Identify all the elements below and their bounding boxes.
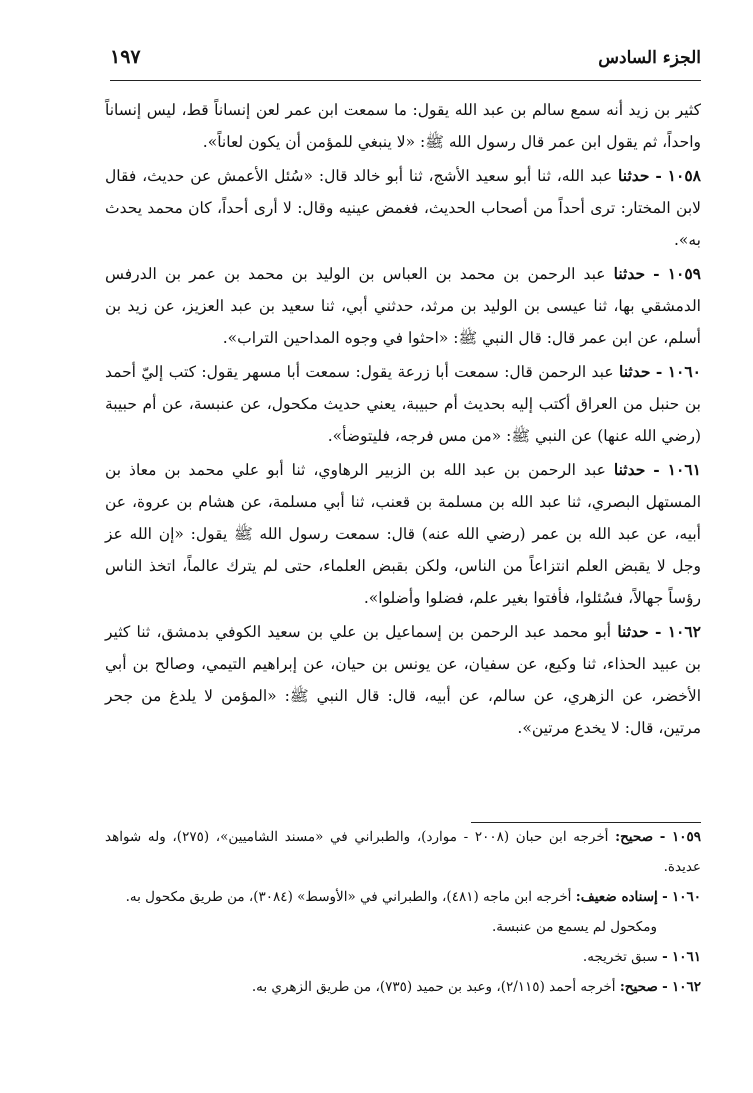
footnote-number: ١٠٦٠ <box>671 889 701 905</box>
footnote <box>105 972 701 1002</box>
footnote-number: ١٠٥٩ <box>672 829 702 845</box>
hadith-lead: حدثنا <box>613 264 646 283</box>
footnote-dash: - <box>662 979 668 995</box>
footnotes <box>105 822 701 1002</box>
hadith-dash: - <box>655 622 662 641</box>
hadith-lead: حدثنا <box>617 622 649 641</box>
footnote-text: أخرجه ابن ماجه (٤٨١)، والطبراني في «الأوسط» (٣٠٨٤)، من طريق مكحول به. <box>125 889 572 905</box>
footnote <box>105 942 701 972</box>
footnote-dash: - <box>659 829 666 845</box>
footnote <box>105 822 701 882</box>
hadith-paragraph <box>105 258 701 354</box>
hadith-number: ١٠٦٢ <box>667 622 702 641</box>
hadith-number: ١٠٦١ <box>667 460 701 479</box>
hadith-text: عبد الرحمن بن محمد بن العباس بن الوليد بن محمد بن عمر بن الدرفس الدمشقي بها، ثنا عيسى بن الوليد بن مرثد، حدثني أبي، ثنا سعيد بن عبد العزيز، عن زيد بن أسلم، عن ابن عمر قال: قال النبي ﷺ: «احثوا في وجوه المداحين التراب». <box>105 265 701 347</box>
hadith-paragraph <box>105 160 701 256</box>
hadith-paragraph <box>105 616 701 744</box>
hadith-text: أبو محمد عبد الرحمن بن إسماعيل بن علي بن سعيد الكوفي بدمشق، ثنا كثير بن عبيد الحذاء، ثنا وكيع، عن سفيان، عن يونس بن حيان، عن إبراهيم التيمي، وصالح بن أبي الأخضر، عن الزهري، عن سالم، عن أبيه، قال: قال النبي ﷺ: «المؤمن لا يلدغ من جحر مرتين، قال: لا يخدع مرتين». <box>105 623 701 737</box>
hadith-dash: - <box>655 166 662 185</box>
page-header <box>110 44 701 81</box>
footnote-text: أخرجه ابن حبان (٢٠٠٨ - موارد)، والطبراني في «مسند الشاميين»، (٢٧٥)، وله شواهد عديدة. <box>105 829 701 875</box>
main-text <box>105 94 701 746</box>
hadith-paragraph <box>105 356 701 452</box>
footnote-number: ١٠٦٢ <box>671 979 701 995</box>
footnote-grade: إسناده ضعيف: <box>575 889 658 905</box>
footnote <box>105 882 701 912</box>
footnote-continuation: ومكحول لم يسمع من عنبسة. <box>491 919 657 935</box>
footnote-dash: - <box>662 889 668 905</box>
hadith-number: ١٠٥٩ <box>667 264 701 283</box>
running-title: الجزء السادس <box>598 48 701 68</box>
hadith-number: ١٠٥٨ <box>667 166 701 185</box>
hadith-lead: حدثنا <box>618 166 650 185</box>
hadith-text: عبد الرحمن قال: سمعت أبا زرعة يقول: سمعت أبا مسهر يقول: كتب إليّ أحمد بن حنبل من العراق أكتب إليه بحديث أم حبيبة، يعني حديث مكحول، عن عنبسة، عن أم حبيبة (رضي الله عنها) عن النبي ﷺ: «من مس فرجه، فليتوضأ». <box>105 363 701 445</box>
footnote-text: سبق تخريجه. <box>582 949 658 965</box>
hadith-paragraph <box>105 454 701 614</box>
hadith-dash: - <box>653 460 660 479</box>
hadith-lead: حدثنا <box>619 362 651 381</box>
intro-paragraph: كثير بن زيد أنه سمع سالم بن عبد الله يقول: ما سمعت ابن عمر لعن إنساناً قط، ليس إنساناً واحداً، ثم يقول ابن عمر قال رسول الله ﷺ: «لا ينبغي للمؤمن أن يكون لعاناً». <box>105 101 701 151</box>
footnote-dash: - <box>662 949 668 965</box>
hadith-number: ١٠٦٠ <box>667 362 701 381</box>
footnote-number: ١٠٦١ <box>671 949 701 965</box>
footnote-text: أخرجه أحمد (٢/١١٥)، وعبد بن حميد (٧٣٥)، من طريق الزهري به. <box>251 979 616 995</box>
hadith-dash: - <box>655 362 663 381</box>
page-number: ١٩٧ <box>110 46 141 68</box>
hadith-lead: حدثنا <box>613 460 646 479</box>
footnote-grade: صحيح: <box>615 829 654 845</box>
footnote-grade: صحيح: <box>619 979 658 995</box>
hadith-text: عبد الله، ثنا أبو سعيد الأشج، ثنا أبو خالد قال: «سُئل الأعمش عن حديث، فقال لابن المختار: ترى أحداً من أصحاب الحديث، فغمض عينيه وقال: لا أرى أحداً، كان محمد يحدث به». <box>105 167 701 249</box>
hadith-text: عبد الرحمن بن عبد الله بن الزبير الرهاوي، ثنا أبو علي محمد بن معاذ بن المستهل البصري، ثنا عبد الله بن مسلمة بن قعنب، ثنا أبي مسلمة، عن هشام بن عروة، عن أبيه، عن عبد الله بن عمر (رضي الله عنه) قال: سمعت رسول الله ﷺ يقول: «إن الله عز وجل لا يقبض العلم انتزاعاً من الناس، ولكن بقبض العلماء، حتى لم يترك عالماً، اتخذ الناس رؤساً جهالاً، فسُئلوا، فأفتوا بغير علم، فضلوا وأضلوا». <box>105 461 701 607</box>
hadith-dash: - <box>653 264 660 283</box>
